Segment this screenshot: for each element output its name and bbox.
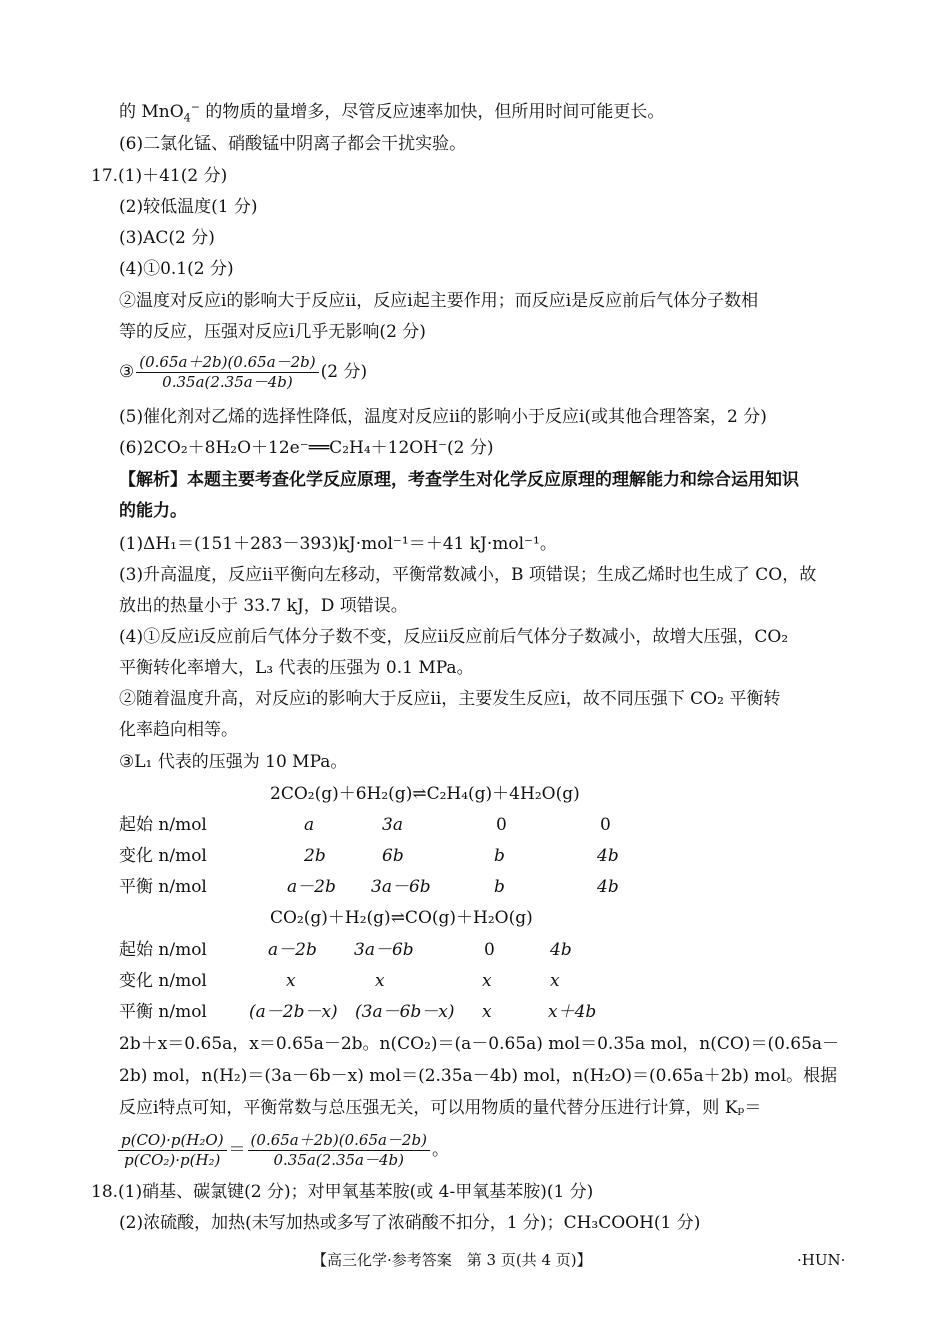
table2-row1-c2: 3a－6b [354,940,414,960]
table2-row2-c2: x [375,971,385,991]
table1-equation: 2CO₂(g)＋6H₂(g)⇌C₂H₄(g)＋4H₂O(g) [270,784,580,804]
analysis-title-line1: 【解析】本题主要考查化学反应原理，考查学生对化学反应原理的理解能力和综合运用知识 [119,470,799,490]
table2-row1-label: 起始 n/mol [119,940,207,960]
table2-row3-c1: (a－2b－x) [249,1002,338,1022]
table1-row2-c3: b [494,846,505,866]
q18-answer-2: (2)浓硫酸，加热(未写加热或多写了浓硝酸不扣分，1 分)；CH₃COOH(1 分) [119,1213,701,1233]
analysis-p1: (1)ΔH₁＝(151＋283－393)kJ·mol⁻¹＝＋41 kJ·mol⁻¹。 [119,534,557,554]
table1-row2-c2: 6b [382,846,404,866]
table1-row3-c1: a－2b [287,877,336,897]
calc-line3: 反应ⅰ特点可知，平衡常数与总压强无关，可以用物质的量代替分压进行计算，则 Kₚ＝ [119,1098,762,1118]
analysis-p3-line2: 放出的热量小于 33.7 kJ，D 项错误。 [119,596,408,616]
table1-row1-c1: a [304,815,315,835]
table1-row3-label: 平衡 n/mol [119,877,207,897]
continuation-line: 的 MnO$_4$− 的物质的量增多，尽管反应速率加快，但所用时间可能更长。 [119,100,665,125]
table2-equation: CO₂(g)＋H₂(g)⇌CO(g)＋H₂O(g) [270,908,533,928]
table2-row1-c3: 0 [484,940,495,960]
calc-line2: 2b) mol，n(H₂)＝(3a－6b－x) mol＝(2.35a－4b) mol，n(H₂O)＝(0.65a＋2b) mol。根据 [119,1066,838,1086]
kp-value-fraction: $\frac{(0.65a+2b)(0.65a-2b)}{0.35a(2.35a-4b)}$ [248,1131,430,1170]
table2-row2-c4: x [550,971,560,991]
table2-row2-c1: x [286,971,296,991]
table2-row1-c4: 4b [550,940,572,960]
kp-expression: $\frac{\text{p(CO)·p(H₂O)}}{\text{p(CO₂)·p(H₂)}}$ ＝ $\frac{(0.65a+2b)(0.65a-2b)}{0.35a(2.35a-4b)}$ 。 [116,1131,449,1170]
analysis-p4b-line2: 化率趋向相等。 [119,720,238,740]
q17-answer-4b-line2: 等的反应，压强对反应ⅰ几乎无影响(2 分) [119,322,426,342]
q17-answer-4c: ③ $\frac{(0.65a+2b)(0.65a-2b)}{0.35a(2.35a-4b)}$ (2 分) [119,353,368,391]
kp-fraction: $\frac{\text{p(CO)·p(H₂O)}}{\text{p(CO₂)·p(H₂)}}$ [118,1131,227,1170]
table1-row2-label: 变化 n/mol [119,846,207,866]
table2-row3-c3: x [482,1002,492,1022]
analysis-title-line2: 的能力。 [119,501,187,521]
table1-row2-c1: 2b [304,846,326,866]
calc-line1: 2b＋x＝0.65a，x＝0.65a－2b。n(CO₂)＝(a－0.65a) mol＝0.35a mol，n(CO)＝(0.65a－ [119,1034,840,1054]
table2-row3-label: 平衡 n/mol [119,1002,207,1022]
q17-answer-6: (6)2CO₂＋8H₂O＋12e⁻══C₂H₄＋12OH⁻(2 分) [119,438,494,458]
table1-row2-c4: 4b [597,846,619,866]
table2-row1-c1: a－2b [268,940,317,960]
q17-answer-4: (4)①0.1(2 分) [119,259,234,279]
table1-row1-label: 起始 n/mol [119,815,207,835]
table2-row3-c2: (3a－6b－x) [355,1002,455,1022]
analysis-p4-line2: 平衡转化率增大，L₃ 代表的压强为 0.1 MPa。 [119,658,474,678]
table2-row2-label: 变化 n/mol [119,971,207,991]
table1-row1-c3: 0 [496,815,507,835]
q17-answer-4b-line1: ②温度对反应ⅰ的影响大于反应ⅱ，反应ⅰ起主要作用；而反应ⅰ是反应前后气体分子数相 [119,291,759,311]
analysis-p3-line1: (3)升高温度，反应ⅱ平衡向左移动，平衡常数减小，B 项错误；生成乙烯时也生成了 CO，故 [119,565,817,585]
q17-fraction: $\frac{(0.65a+2b)(0.65a-2b)}{0.35a(2.35a-4b)}$ [136,353,318,392]
q17-answer-1: 17.(1)＋41(2 分) [91,166,228,186]
q17-answer-2: (2)较低温度(1 分) [119,197,258,217]
q17-answer-3: (3)AC(2 分) [119,228,215,248]
table1-row1-c2: 3a [382,815,403,835]
table1-row3-c3: b [494,877,505,897]
table1-row1-c4: 0 [600,815,611,835]
footer-center: 【高三化学·参考答案 第 3 页(共 4 页)】 [312,1251,592,1269]
analysis-p4c: ③L₁ 代表的压强为 10 MPa。 [119,752,348,772]
table2-row3-c4: x＋4b [548,1002,597,1022]
analysis-p4-line1: (4)①反应ⅰ反应前后气体分子数不变，反应ⅱ反应前后气体分子数减小，故增大压强，CO₂ [119,627,789,647]
table1-row3-c2: 3a－6b [371,877,431,897]
answer-6: (6)二氯化锰、硝酸锰中阴离子都会干扰实验。 [119,134,467,154]
table2-row2-c3: x [482,971,492,991]
table1-row3-c4: 4b [597,877,619,897]
footer-right: ·HUN· [797,1251,846,1269]
q18-answer-1: 18.(1)硝基、碳氯键(2 分)；对甲氧基苯胺(或 4-甲氧基苯胺)(1 分) [91,1182,594,1202]
q17-answer-5: (5)催化剂对乙烯的选择性降低，温度对反应ⅱ的影响小于反应ⅰ(或其他合理答案，2 分) [119,407,767,427]
analysis-p4b-line1: ②随着温度升高，对反应ⅰ的影响大于反应ⅱ，主要发生反应ⅰ，故不同压强下 CO₂ 平衡转 [119,689,781,709]
